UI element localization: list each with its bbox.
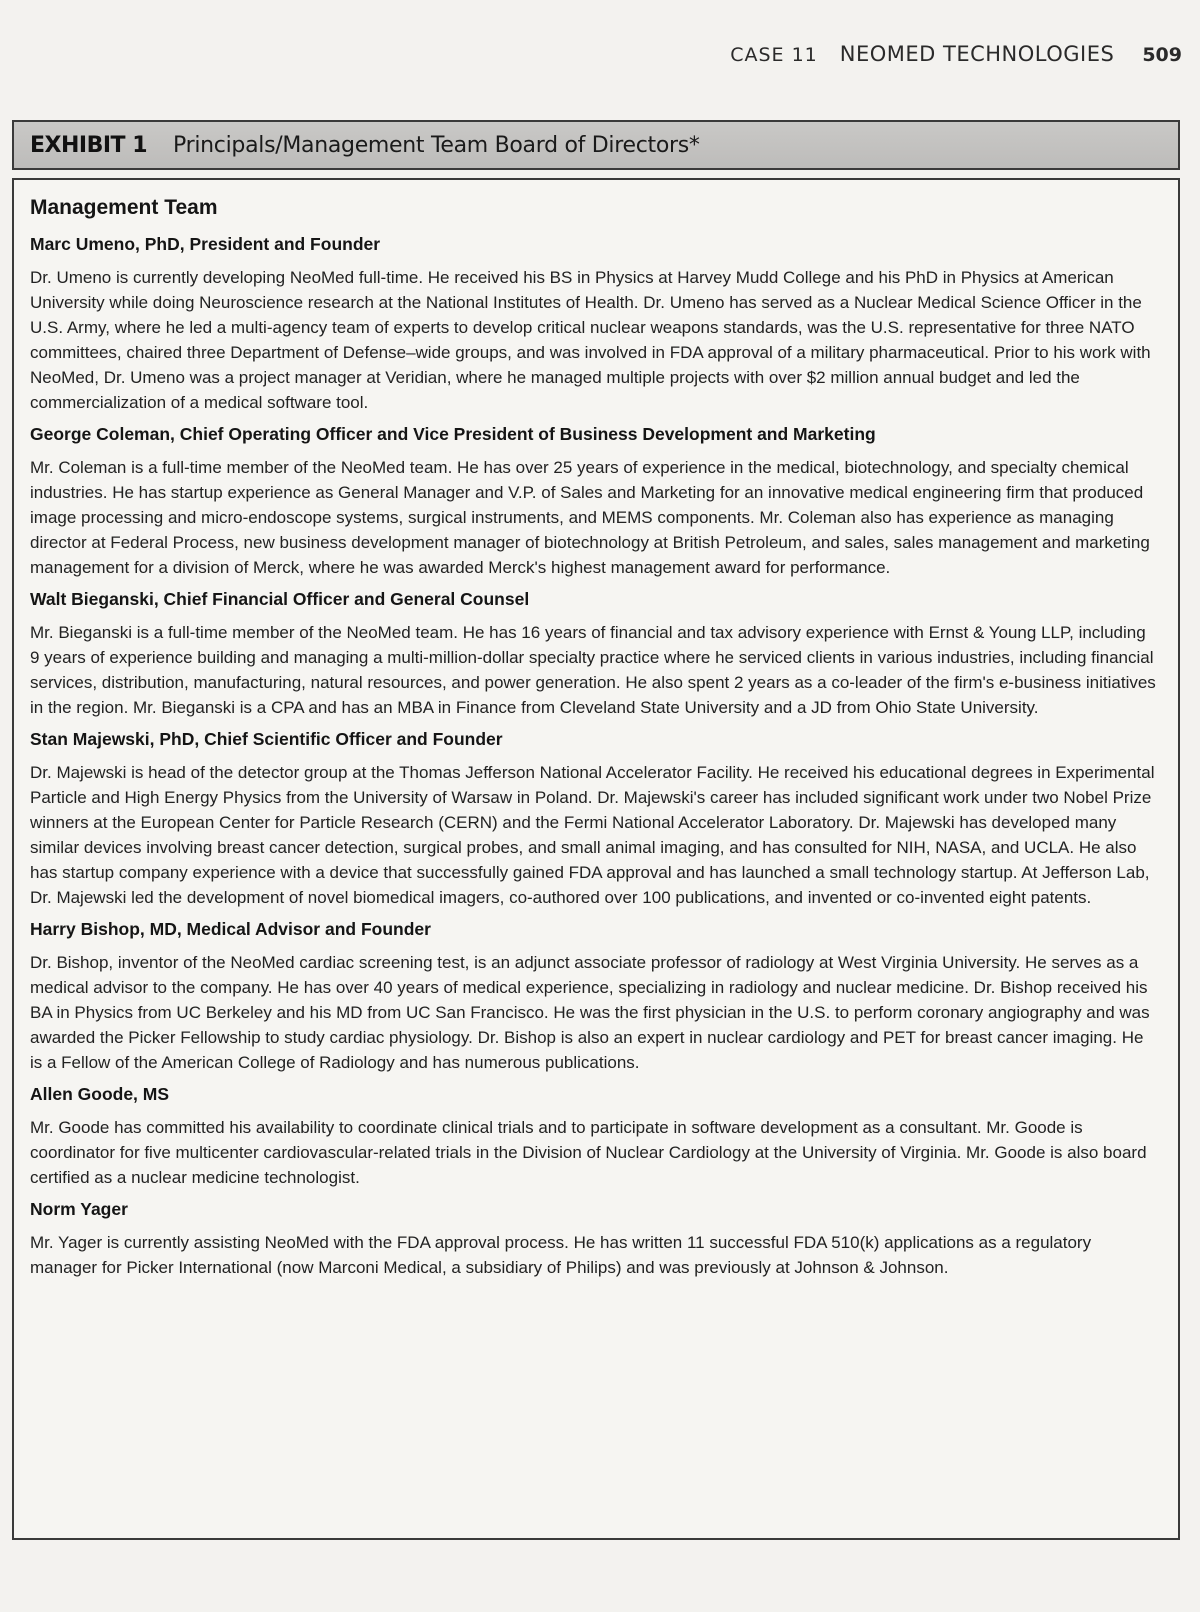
person-entry (30, 589, 1158, 720)
person-bio: Dr. Bishop, inventor of the NeoMed cardiac screening test, is an adjunct associate professor of radiology at West Virginia University. He serves as a medical advisor to the company. He has over 40 years of medical experience, specializing in radiology and nuclear medicine. Dr. Bishop received his BA in Physics from UC Berkeley and his MD from UC San Francisco. He was the first physician in the U.S. to perform coronary angiography and was awarded the Picker Fellowship to study cardiac physiology. Dr. Bishop is also an expert in nuclear cardiology and PET for breast cancer imaging. He is a Fellow of the American College of Radiology and has numerous publications. (30, 953, 1150, 1072)
person-entry (30, 424, 1158, 580)
person-bio: Mr. Coleman is a full-time member of the NeoMed team. He has over 25 years of experience in the medical, biotechnology, and specialty chemical industries. He has startup experience as General Manager and V.P. of Sales and Marketing for an innovative medical engineering firm that produced image processing and micro-endoscope systems, surgical instruments, and MEMS components. Mr. Coleman also has experience as managing director at Federal Process, new business development manager of biotechnology at British Petroleum, and sales, sales management and marketing management for a division of Merck, where he was awarded Merck's highest management award for performance. (30, 458, 1150, 577)
case-label: CASE 11 (730, 44, 818, 66)
person-name: Harry Bishop, MD, Medical Advisor and Founder (30, 919, 431, 939)
person-entry (30, 919, 1158, 1075)
person-name: Norm Yager (30, 1199, 128, 1219)
person-name: Walt Bieganski, Chief Financial Officer and General Counsel (30, 589, 530, 609)
person-bio: Mr. Goode has committed his availability to coordinate clinical trials and to participate in software development as a consultant. Mr. Goode is coordinator for five multicenter cardiovascular-related trials in the Division of Nuclear Cardiology at the University of Virginia. Mr. Goode is also board certified as a nuclear medicine technologist. (30, 1118, 1147, 1187)
person-entry (30, 234, 1158, 415)
person-bio: Mr. Bieganski is a full-time member of the NeoMed team. He has 16 years of financial and tax advisory experience with Ernst & Young LLP, including 9 years of experience building and managing a multi-million-dollar specialty practice where he serviced clients in various industries, including financial services, distribution, manufacturing, natural resources, and power generation. He also spent 2 years as a co-leader of the firm's e-business initiatives in the region. Mr. Bieganski is a CPA and has an MBA in Finance from Cleveland State University and a JD from Ohio State University. (30, 623, 1156, 717)
person-entry (30, 1084, 1158, 1190)
person-bio: Dr. Majewski is head of the detector group at the Thomas Jefferson National Accelerator Facility. He received his educational degrees in Experimental Particle and High Energy Physics from the University of Warsaw in Poland. Dr. Majewski's career has included significant work under two Nobel Prize winners at the European Center for Particle Research (CERN) and the Fermi National Accelerator Laboratory. Dr. Majewski has developed many similar devices involving breast cancer detection, surgical probes, and small animal imaging, and has consulted for NIH, NASA, and UCLA. He also has startup company experience with a device that successfully gained FDA approval and has launched a small technology startup. At Jefferson Lab, Dr. Majewski led the development of novel biomedical imagers, co-authored over 100 publications, and invented or co-invented eight patents. (30, 763, 1155, 907)
person-entry (30, 729, 1158, 910)
section-title: Management Team (30, 196, 218, 219)
exhibit-content (12, 178, 1180, 1540)
running-header (730, 42, 1182, 66)
person-name: Marc Umeno, PhD, President and Founder (30, 234, 381, 254)
person-name: Allen Goode, MS (30, 1084, 170, 1104)
exhibit-title: Principals/Management Team Board of Directors* (173, 132, 700, 158)
exhibit-title-bar (12, 120, 1180, 170)
person-bio: Dr. Umeno is currently developing NeoMed full-time. He received his BS in Physics at Harvey Mudd College and his PhD in Physics at American University while doing Neuroscience research at the National Institutes of Health. Dr. Umeno has served as a Nuclear Medical Science Officer in the U.S. Army, where he led a multi-agency team of experts to develop critical nuclear weapons standards, was the U.S. representative for three NATO committees, chaired three Department of Defense–wide groups, and was involved in FDA approval of a military pharmaceutical. Prior to his work with NeoMed, Dr. Umeno was a project manager at Veridian, where he managed multiple projects with over $2 million annual budget and led the commercialization of a medical software tool. (30, 268, 1151, 412)
company-name: NEOMED TECHNOLOGIES (839, 42, 1115, 66)
person-name: George Coleman, Chief Operating Officer and Vice President of Business Development and Marketing (30, 424, 876, 444)
exhibit-label: EXHIBIT 1 (30, 132, 148, 158)
person-bio: Mr. Yager is currently assisting NeoMed with the FDA approval process. He has written 11 successful FDA 510(k) applications as a regulatory manager for Picker International (now Marconi Medical, a subsidiary of Philips) and was previously at Johnson & Johnson. (30, 1233, 1092, 1277)
person-entry (30, 1199, 1158, 1280)
person-name: Stan Majewski, PhD, Chief Scientific Officer and Founder (30, 729, 503, 749)
page-number: 509 (1142, 44, 1182, 66)
